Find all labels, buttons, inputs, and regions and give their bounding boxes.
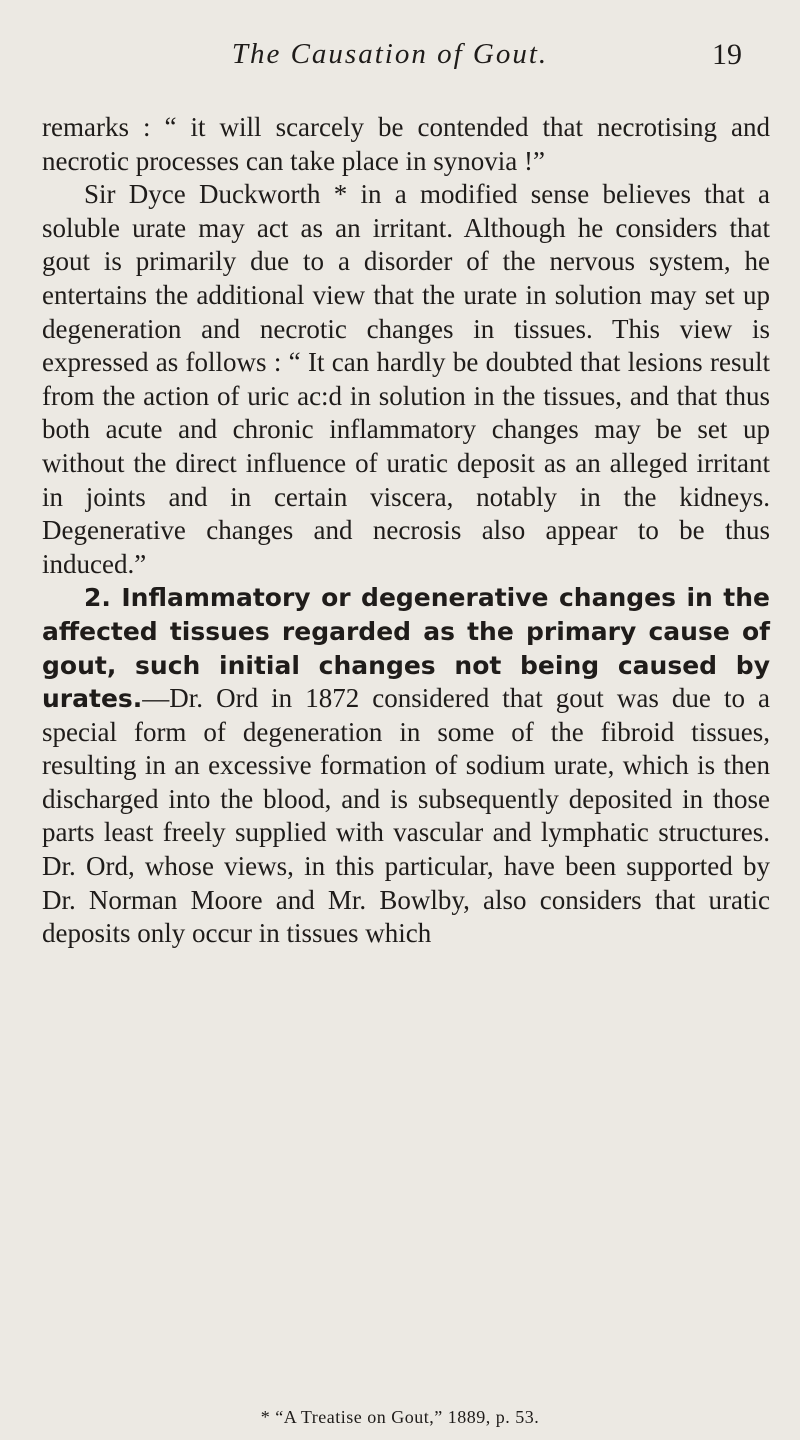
section-heading: 2. Inflammatory or degenerative changes in the affected tissues regarded as the primary cause of gout, such initial changes not being caused by urates. <box>42 583 770 714</box>
running-title: The Causation of Gout. <box>231 38 549 70</box>
paragraph-continuation: remarks : “ it will scarcely be contended that necrotising and necrotic processes can take place in synovia !” <box>42 112 770 176</box>
page-number: 19 <box>712 38 742 71</box>
page-header <box>0 38 800 78</box>
body-text <box>42 111 770 951</box>
paragraph-section-2 <box>42 581 770 951</box>
section-body: —Dr. Ord in 1872 considered that gout was due to a special form of degeneration in some of the fibroid tissues, resulting in an excessive formation of sodium urate, which is then discharged into the blood, and is subsequently deposited in those parts least freely supplied with vascular and lymphatic structures. Dr. Ord, whose views, in this particular, have been supported by Dr. Norman Moore and Mr. Bowlby, also considers that uratic deposits only occur in tissues which <box>42 683 770 949</box>
footnote: * “A Treatise on Gout,” 1889, p. 53. <box>260 1407 540 1427</box>
paragraph-duckworth: Sir Dyce Duckworth * in a modified sense believes that a soluble urate may act as an irritant. Although he considers that gout is primarily due to a disorder of the nervous system, he entertains the additional view that the urate in solution may set up degeneration and necrotic changes in tissues. This view is expressed as follows : “ It can hardly be doubted that lesions result from the action of uric ac:d in solution in the tissues, and that thus both acute and chronic inflammatory changes may be set up without the direct influence of uratic deposit as an alleged irritant in joints and in certain viscera, notably in the kidneys. Degenerative changes and necrosis also appear to be thus induced.” <box>42 179 770 579</box>
